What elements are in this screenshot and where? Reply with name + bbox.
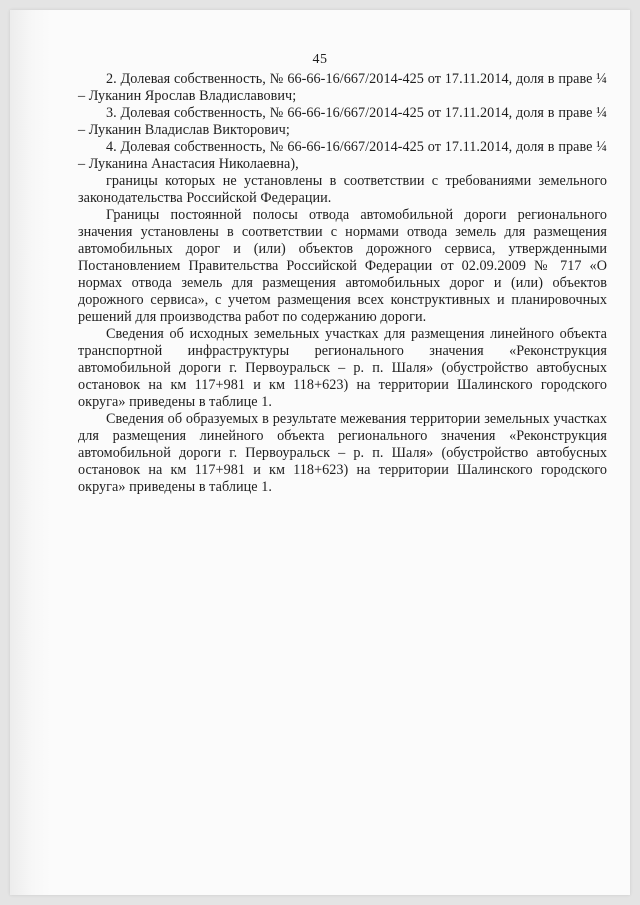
document-page <box>10 10 630 895</box>
page-number: 45 <box>312 52 328 67</box>
document-body <box>78 71 607 496</box>
paragraph-right-of-way: Границы постоянной полосы отвода автомобильной дороги регионального значения установлены в соответствии с нормами отвода земель для размещения автомобильных дорог и (или) объектов дорожного сервиса, утвержденными Постановлением Правительства Российской Федерации от 02.09.2009 № 717 «О нормах отвода земель для размещения автомобильных дорог и (или) объектов дорожного сервиса», с учетом размещения всех конструктивных и планировочных решений для производства работ по содержанию дороги. <box>78 207 607 325</box>
paragraph-ownership-4: 4. Долевая собственность, № 66-66-16/667/2014-425 от 17.11.2014, доля в праве ¼ – Луканина Анастасия Николаевна), <box>78 139 607 172</box>
paragraph-source-plots: Сведения об исходных земельных участках для размещения линейного объекта транспортной инфраструктуры регионального значения «Реконструкция автомобильной дороги г. Первоуральск – р. п. Шаля» (обустройство автобусных остановок на км 117+981 и км 118+623) на территории Шалинского городского округа» приведены в таблице 1. <box>78 326 607 410</box>
paragraph-boundaries-note: границы которых не установлены в соответствии с требованиями земельного законодательства Российской Федерации. <box>78 173 607 206</box>
paragraph-ownership-3: 3. Долевая собственность, № 66-66-16/667/2014-425 от 17.11.2014, доля в праве ¼ – Луканин Владислав Викторович; <box>78 105 607 138</box>
paragraph-ownership-2: 2. Долевая собственность, № 66-66-16/667/2014-425 от 17.11.2014, доля в праве ¼ – Луканин Ярослав Владиславович; <box>78 71 607 104</box>
scan-shadow <box>10 10 50 895</box>
paragraph-formed-plots: Сведения об образуемых в результате межевания территории земельных участках для размещения линейного объекта регионального значения «Реконструкция автомобильной дороги г. Первоуральск – р. п. Шаля» (обустройство автобусных остановок на км 117+981 и км 118+623) на территории Шалинского городского округа» приведены в таблице 1. <box>78 411 607 495</box>
